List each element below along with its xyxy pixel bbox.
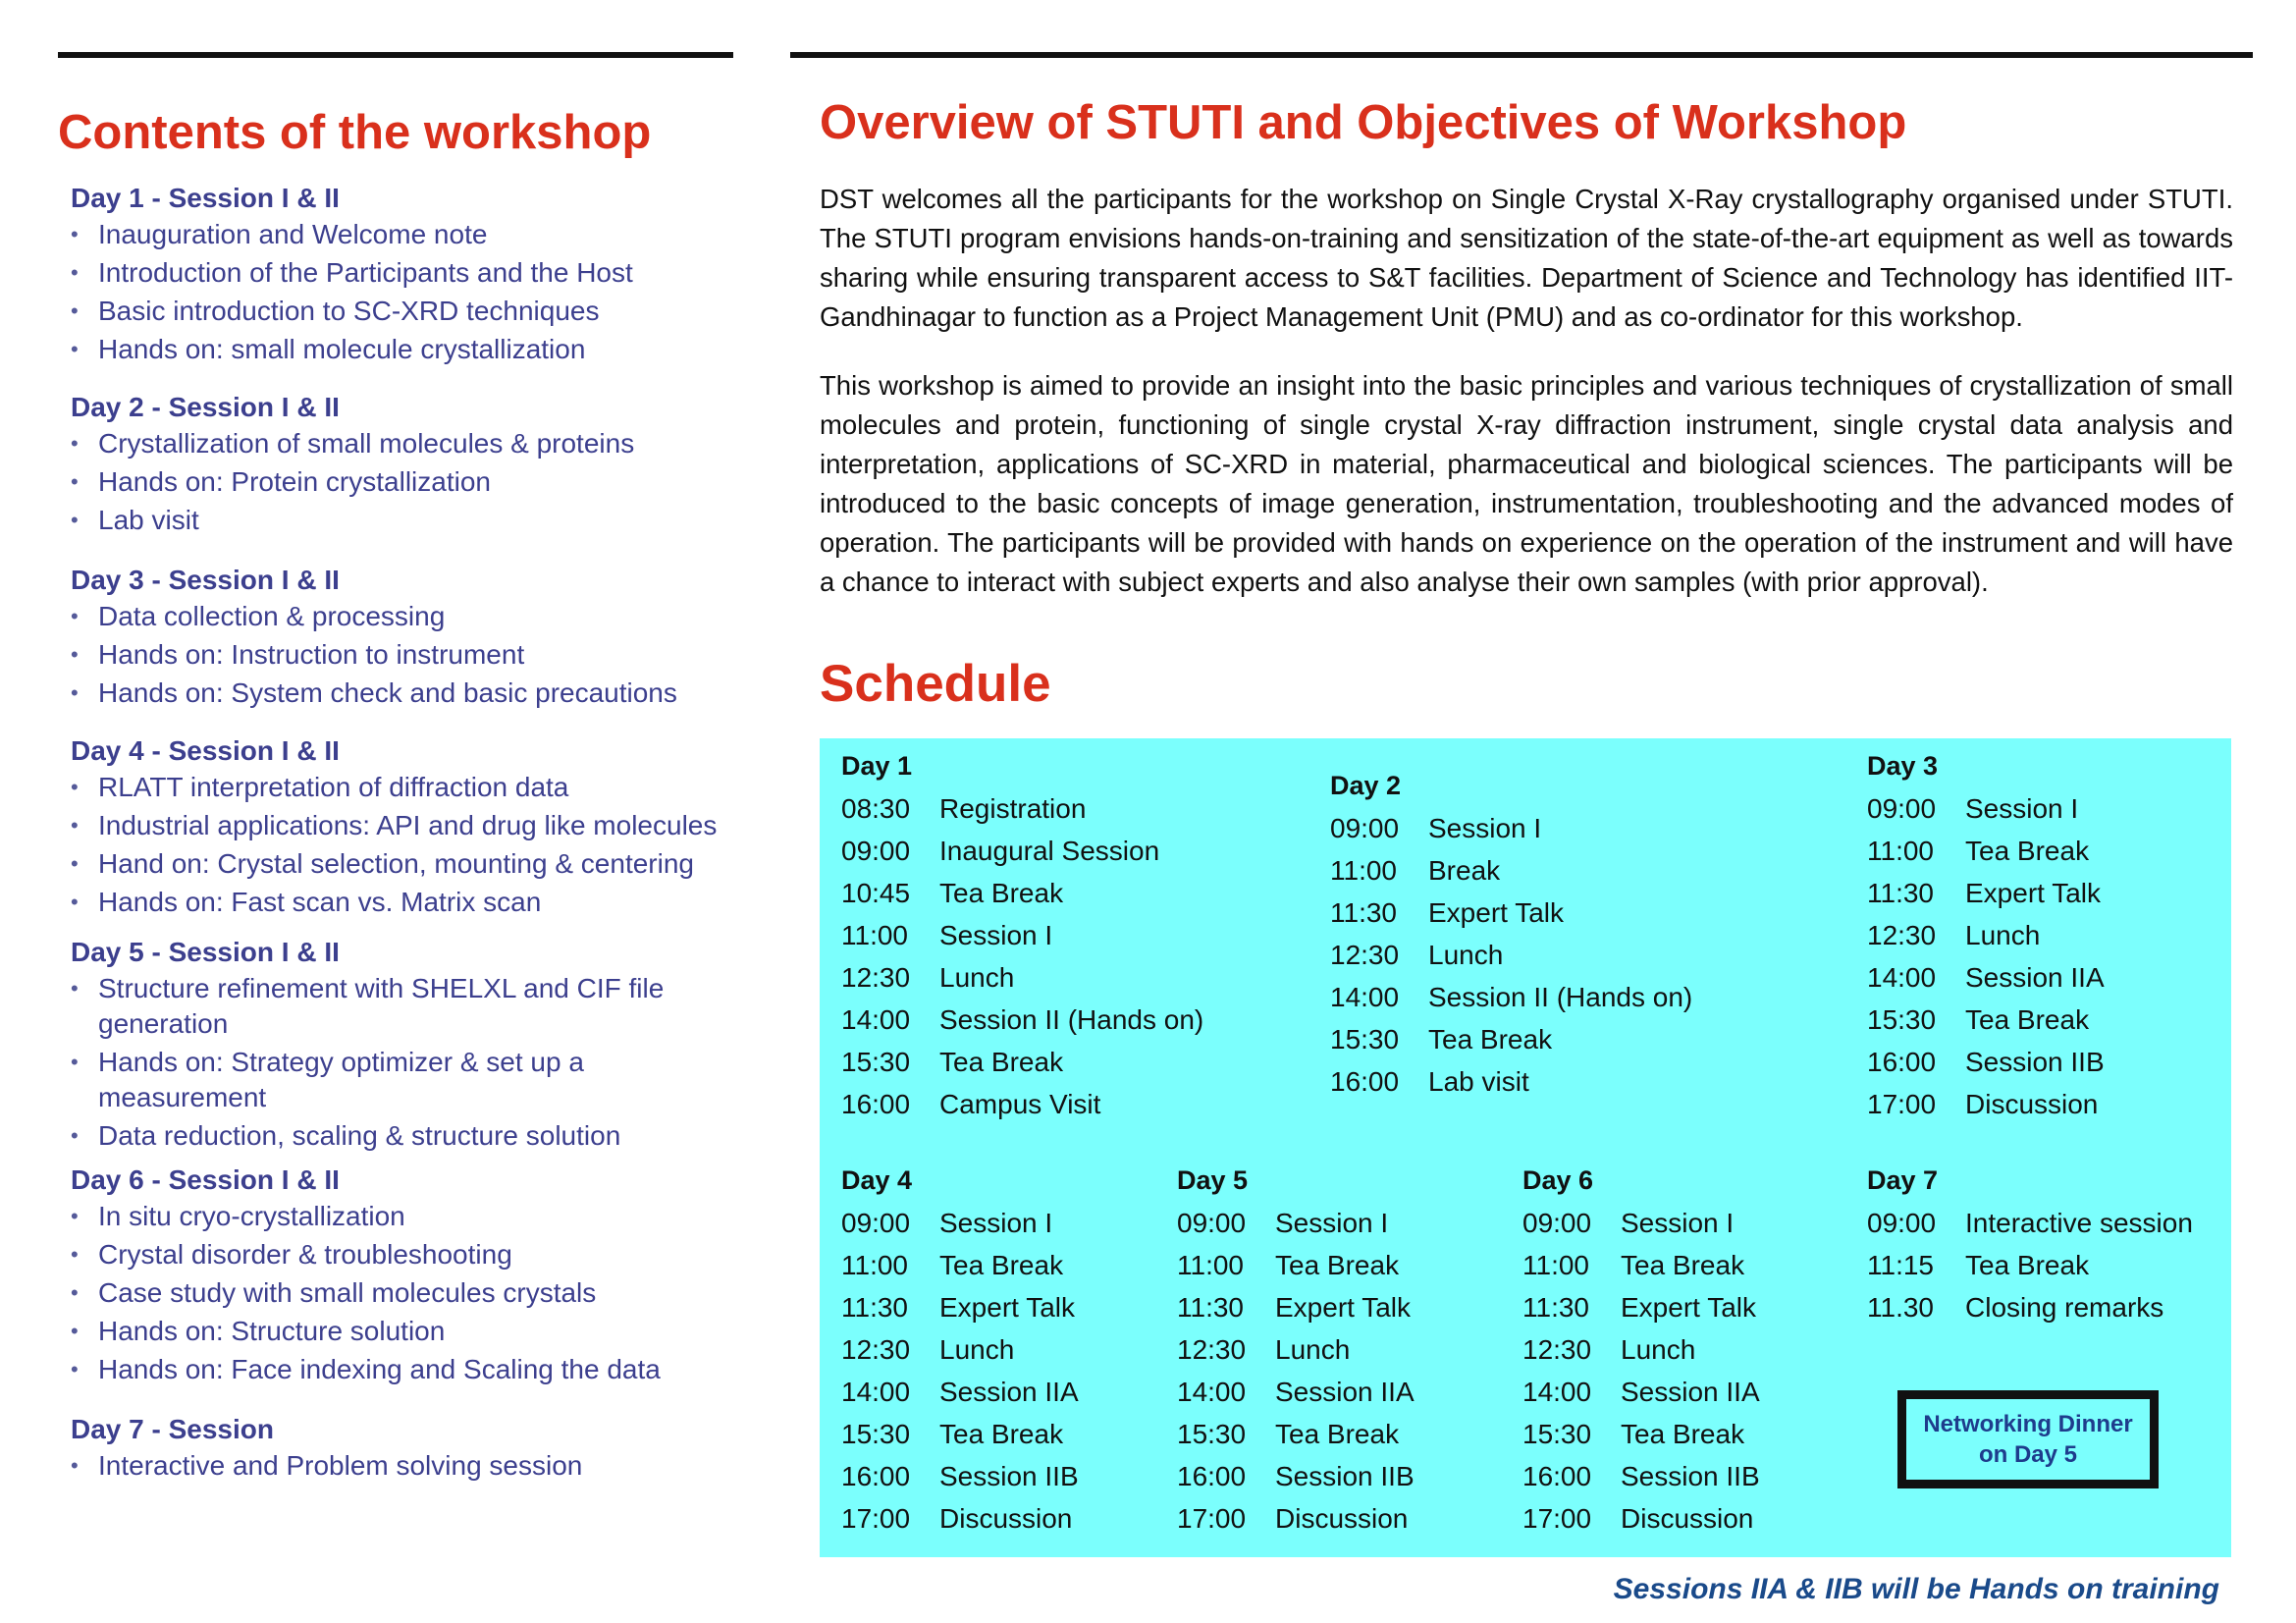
schedule-activity: Tea Break [1965,1250,2090,1280]
schedule-time: 09:00 [1330,813,1400,843]
schedule-time: 09:00 [1867,793,1937,824]
contents-list-item: • Hands on: Instruction to instrument [58,637,745,673]
schedule-activity: Session IIB [1965,1047,2105,1077]
schedule-time: 15:30 [841,1419,911,1449]
contents-day-title: Day 6 - Session I & II [71,1164,340,1195]
schedule-activity: Tea Break [939,1419,1064,1449]
schedule-activity: Discussion [1621,1503,1754,1534]
schedule-activity: Session IIA [939,1377,1079,1407]
contents-day-items [58,599,745,711]
schedule-row [841,787,1203,830]
contents-day-items [58,1448,745,1484]
schedule-activity: Session I [1275,1208,1389,1238]
schedule-row [1330,849,1692,892]
schedule-time: 09:00 [1867,1208,1937,1238]
schedule-time: 12:30 [841,1334,911,1365]
contents-section [58,103,745,1487]
contents-day-title: Day 2 - Session I & II [71,392,340,422]
contents-list-item: • RLATT interpretation of diffraction data [58,770,745,805]
schedule-activity: Session IIB [939,1461,1079,1491]
contents-list-item: • Crystal disorder & troubleshooting [58,1237,745,1272]
contents-day-title: Day 7 - Session [71,1414,274,1444]
contents-day-title: Day 5 - Session I & II [71,937,340,967]
schedule-activity: Break [1428,855,1501,886]
schedule-row [1330,807,1692,849]
schedule-activity: Session IIA [1621,1377,1760,1407]
schedule-row [1177,1328,1415,1371]
schedule-time: 14:00 [1177,1377,1247,1407]
schedule-time: 12:30 [841,962,911,993]
schedule-activity: Tea Break [1965,1004,2090,1035]
schedule-activity: Discussion [1965,1089,2099,1119]
schedule-row [1177,1371,1415,1413]
contents-day-items [58,217,745,367]
schedule-row [841,872,1203,914]
schedule-time: 16:00 [841,1461,911,1491]
schedule-activity: Expert Talk [1621,1292,1756,1323]
schedule-time: 12:30 [1177,1334,1247,1365]
schedule-day-7 [1867,1163,2193,1328]
schedule-time: 12:30 [1867,920,1937,950]
schedule-row [1330,934,1692,976]
schedule-day-2 [1330,768,1692,1103]
schedule-time: 17:00 [841,1503,911,1534]
contents-title: Contents of the workshop [58,106,652,159]
schedule-time: 11:30 [1522,1292,1589,1323]
contents-list-item: • Data reduction, scaling & structure solution [58,1118,745,1154]
schedule-time: 12:30 [1522,1334,1592,1365]
schedule-time: 11:30 [1330,897,1397,928]
schedule-activity: Tea Break [939,1047,1064,1077]
overview-title: Overview of STUTI and Objectives of Workshop [820,96,1907,149]
schedule-time: 14:00 [1522,1377,1592,1407]
contents-day-title: Day 3 - Session I & II [71,565,340,595]
schedule-activity: Registration [939,793,1087,824]
contents-day-7 [58,1411,745,1484]
schedule-activity: Session I [1428,813,1542,843]
schedule-activity: Lunch [1621,1334,1696,1365]
schedule-time: 14:00 [841,1004,911,1035]
contents-day-items [58,971,745,1154]
schedule-activity: Tea Break [1621,1419,1745,1449]
schedule-time: 16:00 [1522,1461,1592,1491]
schedule-activity: Tea Break [1428,1024,1553,1055]
schedule-row [1867,872,2105,914]
contents-list-item: • Industrial applications: API and drug like molecules [58,808,745,843]
schedule-row [1867,1083,2105,1125]
schedule-activity: Inaugural Session [939,836,1160,866]
contents-list-item: • In situ cryo-crystallization [58,1199,745,1234]
schedule-row [1867,999,2105,1041]
schedule-day-title: Day 3 [1867,751,1939,781]
schedule-activity: Lunch [939,962,1015,993]
schedule-row [1522,1202,1760,1244]
schedule-day-title: Day 7 [1867,1165,1939,1195]
schedule-activity: Expert Talk [1965,878,2101,908]
schedule-row [841,1286,1079,1328]
overview-paragraph-1: DST welcomes all the participants for the workshop on Single Crystal X-Ray crystallography organised under STUTI. The STUTI program envisions hands-on-training and sensitization of the state-of-the-art equipment as well as towards sharing while ensuring transparent access to S&T facilities. Department of Science and Technology has identified IIT-Gandhinagar to function as a Project Management Unit (PMU) and as co-ordinator for this workshop. [820,184,2233,332]
schedule-time: 09:00 [841,1208,911,1238]
schedule-time: 15:30 [1177,1419,1247,1449]
schedule-row [841,1083,1203,1125]
schedule-time: 10:45 [841,878,911,908]
schedule-activity: Session I [1621,1208,1735,1238]
schedule-activity: Expert Talk [1428,897,1564,928]
schedule-time: 09:00 [1177,1208,1247,1238]
schedule-activity: Tea Break [939,1250,1064,1280]
schedule-row [841,914,1203,956]
schedule-activity: Campus Visit [939,1089,1101,1119]
schedule-time: 09:00 [1522,1208,1592,1238]
schedule-title: Schedule [820,655,1051,713]
schedule-time: 09:00 [841,836,911,866]
networking-dinner-note [1897,1390,2159,1488]
schedule-row [1177,1455,1415,1497]
schedule-row [1867,1202,2193,1244]
schedule-activity: Lab visit [1428,1066,1529,1097]
schedule-day-title: Day 5 [1177,1165,1249,1195]
schedule-row [1330,1018,1692,1060]
contents-list-item: • Interactive and Problem solving session [58,1448,745,1484]
schedule-day-title: Day 1 [841,751,913,781]
schedule-time: 14:00 [1867,962,1937,993]
overview-paragraph-2: This workshop is aimed to provide an insight into the basic principles and various techniques of crystallization of small molecules and protein, functioning of single crystal X-ray diffraction instrument, single crystal data analysis and interpretation, applications of SC-XRD in material, pharmaceutical and biological sciences. The participants will be introduced to the basic concepts of image generation, instrumentation, troubleshooting and the advanced modes of operation. The participants will be provided with hands on experience on the operation of the instrument and will have a chance to interact with subject experts and also analyse their own samples (with prior approval). [820,370,2233,597]
right-top-rule [790,52,2253,58]
schedule-row [1522,1286,1760,1328]
schedule-activity: Session I [939,1208,1053,1238]
contents-list-item: • Hands on: small molecule crystallization [58,332,745,367]
schedule-row [841,830,1203,872]
schedule-row [841,1041,1203,1083]
contents-list-item: • Structure refinement with SHELXL and CIF file generation [58,971,745,1042]
contents-day-2 [58,389,745,538]
contents-list-item: • Hands on: Face indexing and Scaling the data [58,1352,745,1387]
schedule-time: 16:00 [1330,1066,1400,1097]
schedule-row [1522,1455,1760,1497]
schedule-row [841,1328,1079,1371]
schedule-time: 11:15 [1867,1250,1934,1280]
schedule-time: 15:30 [841,1047,911,1077]
contents-list-item: • Hands on: Protein crystallization [58,464,745,500]
schedule-row [1177,1286,1415,1328]
schedule-time: 11:30 [841,1292,908,1323]
contents-day-items [58,770,745,920]
schedule-row [1522,1497,1760,1540]
contents-list-item: • Case study with small molecules crystals [58,1275,745,1311]
contents-list-item: • Hand on: Crystal selection, mounting & centering [58,846,745,882]
contents-list-item: • Hands on: Structure solution [58,1314,745,1349]
contents-list-item: • Lab visit [58,503,745,538]
schedule-activity: Session IIB [1275,1461,1415,1491]
schedule-row [1522,1371,1760,1413]
schedule-activity: Lunch [1965,920,2041,950]
contents-day-1 [58,180,745,367]
schedule-activity: Expert Talk [1275,1292,1411,1323]
schedule-time: 15:30 [1867,1004,1937,1035]
schedule-time: 16:00 [1867,1047,1937,1077]
schedule-row [1522,1413,1760,1455]
schedule-activity: Interactive session [1965,1208,2193,1238]
schedule-time: 17:00 [1177,1503,1247,1534]
schedule-time: 17:00 [1522,1503,1592,1534]
schedule-time: 08:30 [841,793,911,824]
schedule-time: 17:00 [1867,1089,1937,1119]
schedule-row [841,1371,1079,1413]
schedule-activity: Session IIA [1275,1377,1415,1407]
schedule-row [1330,892,1692,934]
schedule-time: 11:30 [1867,878,1934,908]
schedule-activity: Session II (Hands on) [1428,982,1693,1012]
dinner-note-line-1: Networking Dinner [1923,1411,2133,1437]
schedule-day-title: Day 4 [841,1165,913,1195]
schedule-row [1177,1497,1415,1540]
schedule-time: 14:00 [1330,982,1400,1012]
contents-day-items [58,1199,745,1387]
schedule-time: 12:30 [1330,940,1400,970]
contents-list-item: • Crystallization of small molecules & proteins [58,426,745,461]
schedule-row [841,1455,1079,1497]
schedule-time: 16:00 [841,1089,911,1119]
contents-list-item: • Data collection & processing [58,599,745,634]
schedule-activity: Lunch [1428,940,1504,970]
schedule-activity: Tea Break [1621,1250,1745,1280]
schedule-time: 15:30 [1522,1419,1592,1449]
contents-list-item: • Inauguration and Welcome note [58,217,745,252]
schedule-row [1522,1244,1760,1286]
schedule-row [841,1202,1079,1244]
schedule-day-1 [841,748,1203,1125]
overview-section [820,93,2233,602]
schedule-time: 16:00 [1177,1461,1247,1491]
schedule-activity: Tea Break [1275,1419,1400,1449]
schedule-activity: Discussion [939,1503,1073,1534]
schedule-row [841,1244,1079,1286]
schedule-time: 11:00 [1330,855,1397,886]
schedule-day-4 [841,1163,1079,1540]
schedule-activity: Session IIA [1965,962,2105,993]
schedule-activity: Tea Break [939,878,1064,908]
schedule-row [1867,1244,2193,1286]
schedule-row [841,956,1203,999]
schedule-time: 15:30 [1330,1024,1400,1055]
contents-list-item: • Hands on: System check and basic precautions [58,676,745,711]
schedule-activity: Session I [1965,793,2079,824]
schedule-day-title: Day 2 [1330,771,1402,800]
schedule-activity: Discussion [1275,1503,1409,1534]
schedule-row [1177,1244,1415,1286]
schedule-activity: Closing remarks [1965,1292,2164,1323]
schedule-time: 11:00 [841,1250,908,1280]
contents-day-3 [58,562,745,711]
schedule-activity: Session II (Hands on) [939,1004,1204,1035]
schedule-row [1177,1413,1415,1455]
schedule-activity: Tea Break [1965,836,2090,866]
contents-day-4 [58,732,745,920]
schedule-row [1177,1202,1415,1244]
schedule-time: 11:30 [1177,1292,1244,1323]
hands-on-footnote: Sessions IIA & IIB will be Hands on training [1613,1573,2219,1605]
schedule-day-3 [1867,748,2105,1125]
contents-list-item: • Hands on: Fast scan vs. Matrix scan [58,885,745,920]
contents-list-item: • Introduction of the Participants and the Host [58,255,745,291]
schedule-activity: Lunch [1275,1334,1351,1365]
contents-day-5 [58,934,745,1154]
schedule-day-title: Day 6 [1522,1165,1594,1195]
schedule-row [1867,830,2105,872]
schedule-activity: Session IIB [1621,1461,1760,1491]
schedule-day-6 [1522,1163,1760,1540]
schedule-day-5 [1177,1163,1415,1540]
schedule-time: 11:00 [841,920,908,950]
schedule-activity: Tea Break [1275,1250,1400,1280]
schedule-row [1867,1286,2193,1328]
schedule-row [841,1497,1079,1540]
contents-day-title: Day 1 - Session I & II [71,183,340,213]
schedule-time: 14:00 [841,1377,911,1407]
left-top-rule [58,52,733,58]
contents-days [58,180,745,1484]
contents-day-title: Day 4 - Session I & II [71,735,340,766]
schedule-row [1867,1041,2105,1083]
contents-day-6 [58,1162,745,1387]
schedule-row [841,999,1203,1041]
schedule-activity: Expert Talk [939,1292,1075,1323]
schedule-row [1867,956,2105,999]
schedule-activity: Lunch [939,1334,1015,1365]
schedule-row [1867,787,2105,830]
schedule-time: 11:00 [1522,1250,1589,1280]
schedule-row [1330,976,1692,1018]
schedule-row [1522,1328,1760,1371]
dinner-note-line-2: on Day 5 [1978,1441,2078,1468]
schedule-time: 11:00 [1867,836,1934,866]
schedule-time: 11:00 [1177,1250,1244,1280]
schedule-row [841,1413,1079,1455]
schedule-row [1330,1060,1692,1103]
schedule-row [1867,914,2105,956]
schedule-box [820,738,2231,1557]
schedule-time: 11.30 [1867,1292,1934,1323]
contents-day-items [58,426,745,538]
schedule-activity: Session I [939,920,1053,950]
contents-list-item: • Basic introduction to SC-XRD techniques [58,294,745,329]
contents-list-item: • Hands on: Strategy optimizer & set up a measurement [58,1045,745,1115]
